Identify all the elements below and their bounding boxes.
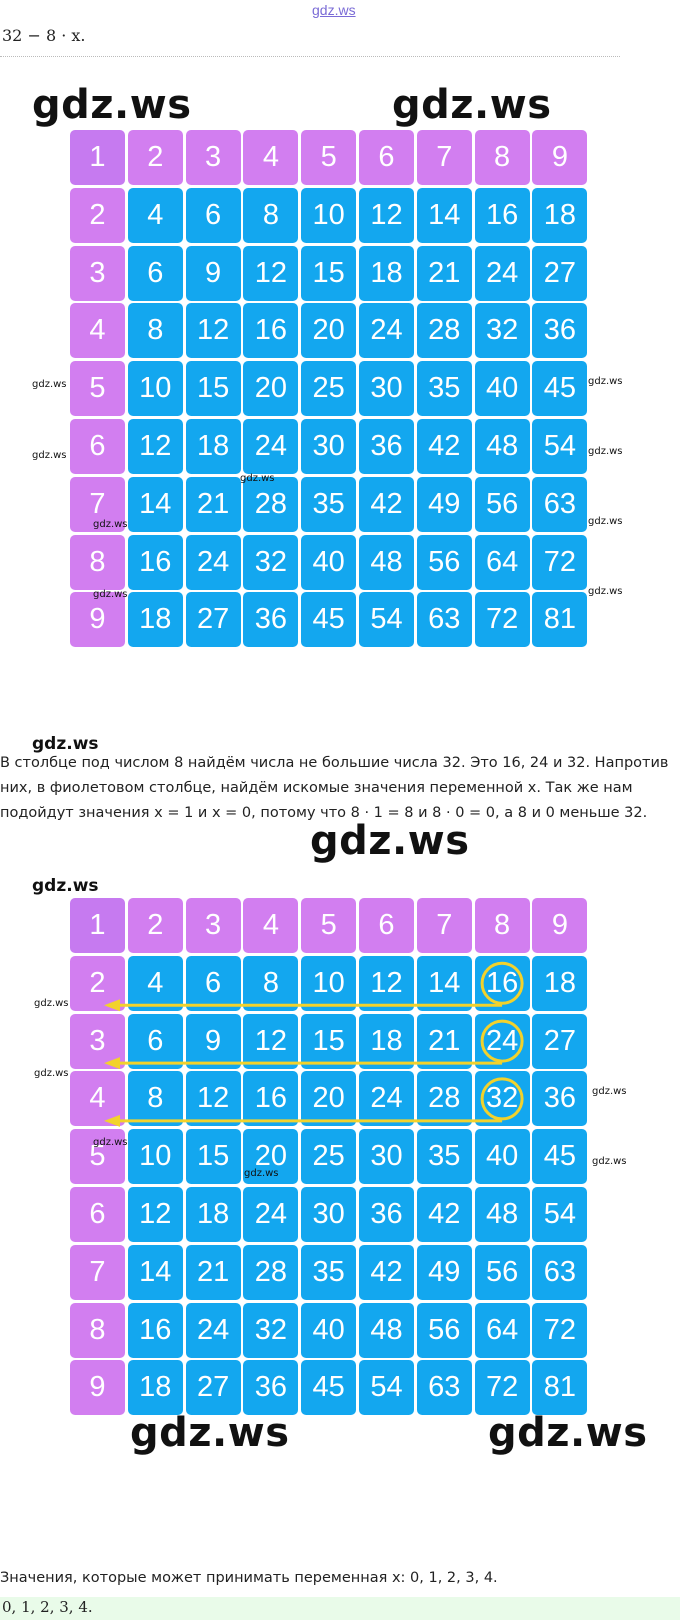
product-cell: 56 — [417, 535, 472, 590]
header-cell: 7 — [417, 130, 472, 185]
product-cell: 12 — [243, 1014, 298, 1069]
product-cell: 35 — [301, 1245, 356, 1300]
intro-formula: 32 − 8 · x. — [2, 26, 86, 45]
product-cell: 48 — [475, 1187, 530, 1242]
watermark: gdz.ws — [310, 818, 470, 864]
product-cell: 21 — [417, 1014, 472, 1069]
product-cell: 56 — [475, 477, 530, 532]
product-cell: 25 — [301, 361, 356, 416]
header-cell: 7 — [417, 898, 472, 953]
product-cell: 63 — [532, 477, 587, 532]
product-cell: 24 — [243, 419, 298, 474]
product-cell: 16 — [475, 956, 530, 1011]
product-cell: 27 — [532, 1014, 587, 1069]
header-cell: 4 — [243, 898, 298, 953]
product-cell: 49 — [417, 1245, 472, 1300]
product-cell: 21 — [186, 1245, 241, 1300]
product-cell: 10 — [128, 1129, 183, 1184]
product-cell: 20 — [243, 361, 298, 416]
product-cell: 81 — [532, 592, 587, 647]
product-cell: 56 — [475, 1245, 530, 1300]
product-cell: 16 — [475, 188, 530, 243]
row-header-cell: 4 — [70, 1071, 125, 1126]
row-header-cell: 3 — [70, 1014, 125, 1069]
product-cell: 32 — [243, 535, 298, 590]
product-cell: 28 — [417, 303, 472, 358]
product-cell: 45 — [301, 1360, 356, 1415]
watermark: gdz.ws — [592, 1156, 627, 1167]
watermark: gdz.ws — [592, 1086, 627, 1097]
explanation-line-3: подойдут значения x = 1 и x = 0, потому что 8 · 1 = 8 и 8 · 0 = 0, а 8 и 0 меньше 32. — [0, 805, 648, 821]
product-cell: 18 — [128, 1360, 183, 1415]
product-cell: 15 — [186, 1129, 241, 1184]
header-cell: 5 — [301, 130, 356, 185]
product-cell: 28 — [243, 1245, 298, 1300]
cut-off-text-line — [0, 56, 620, 60]
product-cell: 6 — [128, 246, 183, 301]
product-cell: 24 — [359, 1071, 414, 1126]
product-cell: 63 — [532, 1245, 587, 1300]
row-header-cell: 8 — [70, 535, 125, 590]
row-header-cell: 5 — [70, 1129, 125, 1184]
product-cell: 12 — [243, 246, 298, 301]
product-cell: 21 — [417, 246, 472, 301]
product-cell: 12 — [359, 188, 414, 243]
product-cell: 32 — [243, 1303, 298, 1358]
watermark: gdz.ws — [34, 998, 69, 1009]
product-cell: 72 — [475, 1360, 530, 1415]
product-cell: 24 — [475, 1014, 530, 1069]
product-cell: 16 — [128, 1303, 183, 1358]
product-cell: 14 — [128, 477, 183, 532]
product-cell: 48 — [475, 419, 530, 474]
watermark: gdz.ws — [588, 516, 623, 527]
product-cell: 28 — [243, 477, 298, 532]
header-cell: 1 — [70, 130, 125, 185]
product-cell: 42 — [417, 419, 472, 474]
product-cell: 48 — [359, 1303, 414, 1358]
row-header-cell: 7 — [70, 1245, 125, 1300]
header-cell: 1 — [70, 898, 125, 953]
product-cell: 16 — [128, 535, 183, 590]
product-cell: 32 — [475, 1071, 530, 1126]
product-cell: 25 — [301, 1129, 356, 1184]
product-cell: 72 — [532, 1303, 587, 1358]
product-cell: 27 — [186, 1360, 241, 1415]
product-cell: 18 — [359, 246, 414, 301]
product-cell: 15 — [301, 1014, 356, 1069]
product-cell: 35 — [417, 1129, 472, 1184]
product-cell: 64 — [475, 535, 530, 590]
header-cell: 3 — [186, 898, 241, 953]
product-cell: 10 — [301, 188, 356, 243]
multiplication-table-highlighted — [70, 898, 610, 1438]
multiplication-table — [70, 130, 610, 670]
answer-text: 0, 1, 2, 3, 4. — [2, 1598, 93, 1616]
watermark-link[interactable]: gdz.ws — [312, 2, 356, 18]
product-cell: 36 — [532, 1071, 587, 1126]
product-cell: 27 — [186, 592, 241, 647]
product-cell: 8 — [243, 188, 298, 243]
product-cell: 42 — [359, 1245, 414, 1300]
product-cell: 12 — [128, 419, 183, 474]
watermark: gdz.ws — [588, 376, 623, 387]
watermark: gdz.ws — [32, 876, 99, 896]
product-cell: 28 — [417, 1071, 472, 1126]
product-cell: 12 — [186, 1071, 241, 1126]
watermark: gdz.ws — [93, 1137, 128, 1148]
product-cell: 40 — [475, 361, 530, 416]
header-cell: 4 — [243, 130, 298, 185]
header-cell: 5 — [301, 898, 356, 953]
product-cell: 30 — [301, 1187, 356, 1242]
product-cell: 15 — [186, 361, 241, 416]
header-cell: 8 — [475, 898, 530, 953]
watermark: gdz.ws — [240, 473, 275, 484]
conclusion-text: Значения, которые может принимать переменная x: 0, 1, 2, 3, 4. — [0, 1570, 498, 1586]
watermark: gdz.ws — [34, 1068, 69, 1079]
product-cell: 9 — [186, 246, 241, 301]
product-cell: 10 — [301, 956, 356, 1011]
product-cell: 8 — [128, 1071, 183, 1126]
product-cell: 18 — [186, 419, 241, 474]
product-cell: 40 — [301, 535, 356, 590]
product-cell: 12 — [128, 1187, 183, 1242]
header-cell: 8 — [475, 130, 530, 185]
product-cell: 24 — [475, 246, 530, 301]
row-header-cell: 9 — [70, 1360, 125, 1415]
product-cell: 40 — [301, 1303, 356, 1358]
product-cell: 24 — [359, 303, 414, 358]
product-cell: 18 — [186, 1187, 241, 1242]
product-cell: 72 — [532, 535, 587, 590]
watermark: gdz.ws — [32, 82, 192, 128]
watermark: gdz.ws — [93, 589, 128, 600]
product-cell: 18 — [359, 1014, 414, 1069]
header-cell: 2 — [128, 898, 183, 953]
row-header-cell: 5 — [70, 361, 125, 416]
product-cell: 20 — [243, 1129, 298, 1184]
product-cell: 16 — [243, 1071, 298, 1126]
product-cell: 45 — [532, 1129, 587, 1184]
watermark: gdz.ws — [32, 379, 67, 390]
product-cell: 12 — [359, 956, 414, 1011]
answer-bar — [0, 1597, 680, 1620]
product-cell: 54 — [359, 1360, 414, 1415]
watermark: gdz.ws — [93, 519, 128, 530]
product-cell: 14 — [128, 1245, 183, 1300]
header-cell: 6 — [359, 130, 414, 185]
product-cell: 35 — [301, 477, 356, 532]
product-cell: 36 — [359, 1187, 414, 1242]
watermark: gdz.ws — [588, 586, 623, 597]
product-cell: 8 — [128, 303, 183, 358]
product-cell: 72 — [475, 592, 530, 647]
product-cell: 14 — [417, 956, 472, 1011]
row-header-cell: 2 — [70, 956, 125, 1011]
product-cell: 30 — [301, 419, 356, 474]
product-cell: 6 — [186, 956, 241, 1011]
product-cell: 42 — [359, 477, 414, 532]
row-header-cell: 3 — [70, 246, 125, 301]
product-cell: 10 — [128, 361, 183, 416]
product-cell: 18 — [532, 188, 587, 243]
header-cell: 9 — [532, 130, 587, 185]
product-cell: 81 — [532, 1360, 587, 1415]
watermark: gdz.ws — [488, 1410, 648, 1456]
row-header-cell: 7 — [70, 477, 125, 532]
product-cell: 48 — [359, 535, 414, 590]
product-cell: 36 — [243, 592, 298, 647]
product-cell: 4 — [128, 956, 183, 1011]
product-cell: 24 — [186, 535, 241, 590]
product-cell: 18 — [128, 592, 183, 647]
product-cell: 63 — [417, 592, 472, 647]
row-header-cell: 4 — [70, 303, 125, 358]
product-cell: 6 — [186, 188, 241, 243]
header-cell: 9 — [532, 898, 587, 953]
product-cell: 54 — [359, 592, 414, 647]
explanation-line-1: В столбце под числом 8 найдём числа не большие числа 32. Это 16, 24 и 32. Напротив — [0, 755, 669, 771]
explanation-line-2: них, в фиолетовом столбце, найдём искомые значения переменной x. Так же нам — [0, 780, 633, 796]
watermark: gdz.ws — [392, 82, 552, 128]
product-cell: 27 — [532, 246, 587, 301]
product-cell: 20 — [301, 303, 356, 358]
product-cell: 16 — [243, 303, 298, 358]
product-cell: 64 — [475, 1303, 530, 1358]
product-cell: 45 — [301, 592, 356, 647]
product-cell: 8 — [243, 956, 298, 1011]
product-cell: 14 — [417, 188, 472, 243]
product-cell: 35 — [417, 361, 472, 416]
product-cell: 24 — [186, 1303, 241, 1358]
product-cell: 30 — [359, 1129, 414, 1184]
row-header-cell: 2 — [70, 188, 125, 243]
product-cell: 54 — [532, 419, 587, 474]
row-header-cell: 6 — [70, 1187, 125, 1242]
header-cell: 6 — [359, 898, 414, 953]
product-cell: 9 — [186, 1014, 241, 1069]
header-cell: 2 — [128, 130, 183, 185]
row-header-cell: 8 — [70, 1303, 125, 1358]
watermark: gdz.ws — [32, 450, 67, 461]
product-cell: 36 — [243, 1360, 298, 1415]
product-cell: 42 — [417, 1187, 472, 1242]
watermark: gdz.ws — [32, 734, 99, 754]
product-cell: 4 — [128, 188, 183, 243]
product-cell: 49 — [417, 477, 472, 532]
product-cell: 15 — [301, 246, 356, 301]
row-header-cell: 6 — [70, 419, 125, 474]
product-cell: 36 — [532, 303, 587, 358]
product-cell: 54 — [532, 1187, 587, 1242]
product-cell: 20 — [301, 1071, 356, 1126]
watermark: gdz.ws — [588, 446, 623, 457]
product-cell: 21 — [186, 477, 241, 532]
product-cell: 24 — [243, 1187, 298, 1242]
row-header-cell: 9 — [70, 592, 125, 647]
product-cell: 30 — [359, 361, 414, 416]
product-cell: 36 — [359, 419, 414, 474]
product-cell: 40 — [475, 1129, 530, 1184]
product-cell: 18 — [532, 956, 587, 1011]
product-cell: 45 — [532, 361, 587, 416]
product-cell: 6 — [128, 1014, 183, 1069]
watermark: gdz.ws — [244, 1168, 279, 1179]
product-cell: 56 — [417, 1303, 472, 1358]
watermark: gdz.ws — [130, 1410, 290, 1456]
product-cell: 32 — [475, 303, 530, 358]
header-cell: 3 — [186, 130, 241, 185]
product-cell: 12 — [186, 303, 241, 358]
product-cell: 63 — [417, 1360, 472, 1415]
